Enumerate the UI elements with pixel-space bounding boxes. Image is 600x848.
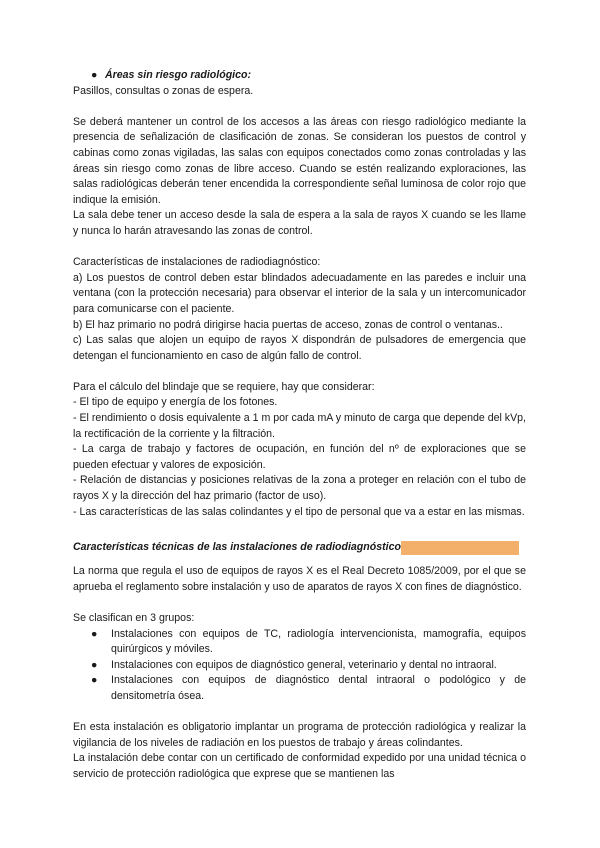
install-item-a: a) Los puestos de control deben estar blindados adecuadamente en las paredes e incluir una ventana (con la protección necesaria) para observar el interior de la sala y un intercomunicador para comunicarse con el paciente. bbox=[73, 271, 526, 315]
list-item: ● Instalaciones con equipos de diagnóstico dental intraoral o podológico y de densitometría ósea. bbox=[91, 674, 526, 702]
list-item: ● Instalaciones con equipos de TC, radiología intervencionista, mamografía, equipos quirúrgicos y móviles. bbox=[91, 627, 526, 656]
shielding-item: - Las características de las salas colindantes y el tipo de personal que va a estar en las mismas. bbox=[73, 505, 525, 518]
bullet-icon: ● bbox=[91, 674, 98, 687]
install-title: Características de instalaciones de radiodiagnóstico: bbox=[73, 256, 321, 269]
access-paragraph: La sala debe tener un acceso desde la sala de espera a la sala de rayos X cuando se les llame y nunca lo harán atravesando las zonas de control. bbox=[73, 209, 526, 237]
areas-heading: ● Áreas sin riesgo radiológico: bbox=[91, 68, 526, 84]
control-paragraph: Se deberá mantener un control de los accesos a las áreas con riesgo radiológico mediante la presencia de señalización de clasificación de zonas. Se consideran los puestos de control y cabinas como zonas vigiladas, las salas con equipos conectados como zonas controladas y las áreas sin riesgo como zonas de libre acceso. Cuando se estén realizando exploraciones, las salas radiológicas deberán tener encendida la correspondiente señal luminosa de color rojo que indique la emisión. bbox=[73, 115, 526, 206]
shielding-title: Para el cálculo del blindaje que se requiere, hay que considerar: bbox=[73, 380, 375, 393]
groups-intro: Se clasifican en 3 grupos: bbox=[73, 612, 195, 624]
program-paragraph: En esta instalación es obligatorio implantar un programa de protección radiológica y realizar la vigilancia de los niveles de radiación en los puestos de trabajo y áreas colindantes. bbox=[73, 721, 526, 749]
document-page bbox=[73, 68, 526, 783]
bullet-icon: ● bbox=[91, 627, 98, 640]
norma-paragraph: La norma que regula el uso de equipos de rayos X es el Real Decreto 1085/2009, por el que se aprueba el reglamento sobre instalación y uso de aparatos de rayos X con fines de diagnóstico. bbox=[73, 565, 526, 593]
list-item: ● Instalaciones con equipos de diagnóstico general, veterinario y dental no intraoral. bbox=[91, 658, 526, 674]
areas-text: Pasillos, consultas o zonas de espera. bbox=[73, 84, 254, 97]
certificate-paragraph: La instalación debe contar con un certificado de conformidad expedido por una unidad técnica o servicio de protección radiológica que exprese que se mantienen las bbox=[73, 752, 526, 780]
bullet-icon: ● bbox=[91, 69, 98, 81]
groups-list bbox=[73, 627, 526, 705]
install-item-c: c) Las salas que alojen un equipo de rayos X dispondrán de pulsadores de emergencia que detengan el funcionamiento en caso de algún fallo de control. bbox=[73, 334, 526, 362]
shielding-item: - El tipo de equipo y energía de los fotones. bbox=[73, 396, 278, 409]
section-title-highlight bbox=[401, 541, 519, 555]
shielding-item: - Relación de distancias y posiciones relativas de la zona a proteger en relación con el tubo de rayos X y la dirección del haz primario (factor de uso). bbox=[73, 474, 526, 503]
shielding-item: - La carga de trabajo y factores de ocupación, en función del nº de exploraciones que se pueden efectuar y valores de exposición. bbox=[73, 443, 526, 471]
bullet-icon: ● bbox=[91, 658, 98, 671]
install-item-b: b) El haz primario no podrá dirigirse hacia puertas de acceso, zonas de control o ventanas.. bbox=[73, 318, 503, 331]
section-title-text: Características técnicas de las instalaciones de radiodiagnóstico bbox=[73, 541, 401, 554]
shielding-item: - El rendimiento o dosis equivalente a 1 m por cada mA y minuto de carga que depende del kVp, la rectificación de la corriente y la filtración. bbox=[73, 412, 526, 440]
section-title bbox=[73, 540, 526, 556]
